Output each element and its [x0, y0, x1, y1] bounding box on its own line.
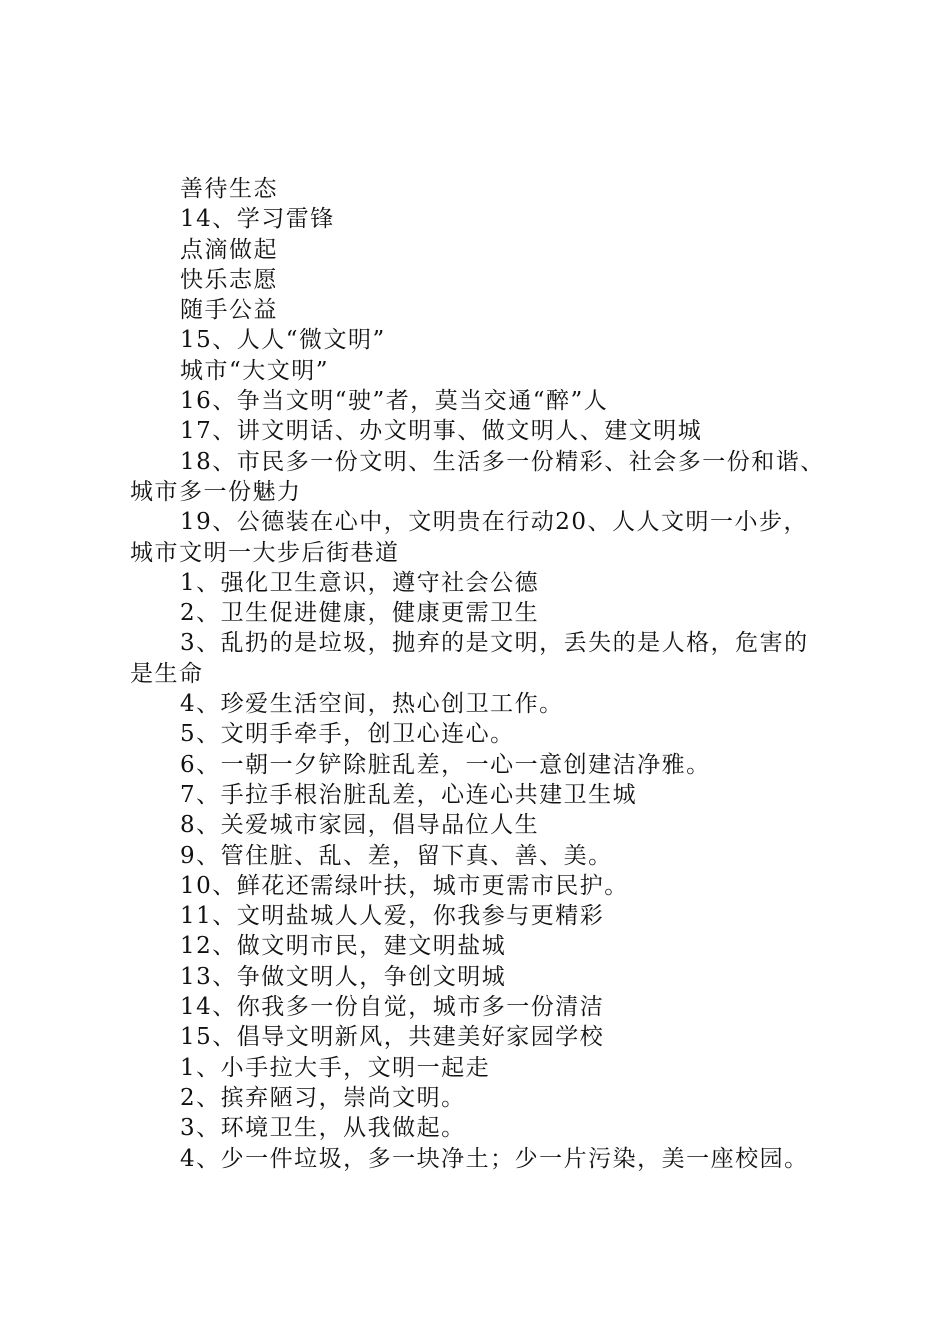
text-line: 2、摈弃陋习，崇尚文明。 [180, 1084, 466, 1111]
text-line: 城市文明一大步后街巷道 [130, 539, 400, 566]
text-line: 4、珍爱生活空间，热心创卫工作。 [180, 691, 564, 718]
text-line: 11、文明盐城人人爱，你我参与更精彩 [180, 903, 605, 930]
text-line: 城市多一份魅力 [130, 478, 302, 505]
text-line: 6、一朝一夕铲除脏乱差，一心一意创建洁净雅。 [180, 751, 711, 778]
text-line: 快乐志愿 [180, 266, 278, 293]
text-line: 点滴做起 [180, 236, 278, 263]
text-line: 15、倡导文明新风，共建美好家园学校 [180, 1024, 605, 1051]
text-line: 1、强化卫生意识，遵守社会公德 [180, 569, 540, 596]
text-line: 12、做文明市民，建文明盐城 [180, 933, 507, 960]
text-line: 15、人人“微文明” [180, 327, 386, 354]
text-line: 善待生态 [180, 176, 278, 202]
text-line: 是生命 [130, 660, 204, 687]
text-line: 7、手拉手根治脏乱差，心连心共建卫生城 [180, 781, 638, 808]
text-line: 3、乱扔的是垃圾，抛弃的是文明，丢失的是人格，危害的 [180, 630, 809, 657]
text-line: 城市“大文明” [180, 357, 330, 384]
text-line: 随手公益 [180, 297, 278, 324]
text-line: 14、你我多一份自觉，城市多一份清洁 [180, 994, 605, 1021]
text-line: 13、争做文明人，争创文明城 [180, 963, 507, 990]
text-line: 10、鲜花还需绿叶扶，城市更需市民护。 [180, 872, 629, 899]
document-body [130, 174, 850, 1174]
text-line: 18、市民多一份文明、生活多一份精彩、社会多一份和谐、 [180, 448, 825, 475]
text-line: 8、关爱城市家园，倡导品位人生 [180, 812, 540, 839]
text-line: 1、小手拉大手，文明一起走 [180, 1054, 491, 1081]
text-line: 3、环境卫生，从我做起。 [180, 1115, 466, 1142]
text-line: 16、争当文明“驶”者，莫当交通“醉”人 [180, 388, 609, 415]
text-line: 14、学习雷锋 [180, 206, 335, 233]
text-line: 4、少一件垃圾，多一块净土；少一片污染，美一座校园。 [180, 1145, 809, 1172]
text-line: 17、讲文明话、办文明事、做文明人、建文明城 [180, 418, 703, 445]
text-line: 9、管住脏、乱、差，留下真、善、美。 [180, 842, 613, 869]
text-line: 5、文明手牵手，创卫心连心。 [180, 721, 515, 748]
text-line: 19、公德装在心中，文明贵在行动20、人人文明一小步， [180, 509, 809, 536]
text-line: 2、卫生促进健康，健康更需卫生 [180, 600, 540, 627]
